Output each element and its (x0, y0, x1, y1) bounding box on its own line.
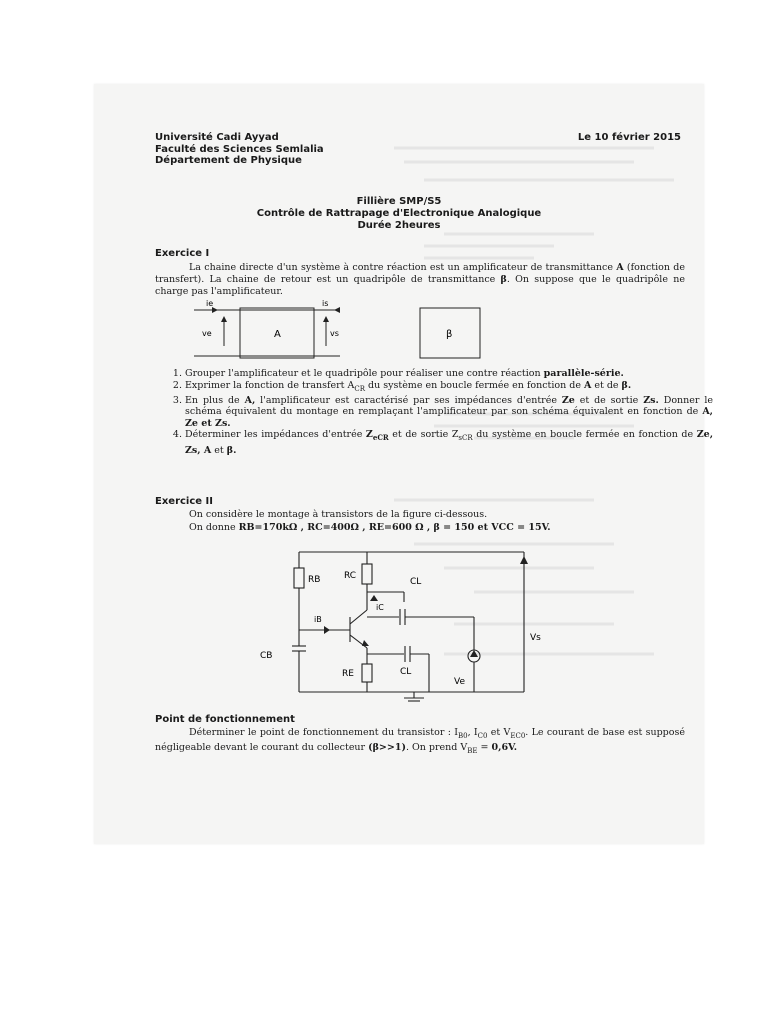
Ve-label: Ve (454, 677, 465, 687)
op-text-6: = (477, 741, 492, 753)
exam-title (94, 196, 704, 232)
exercise1-questions (155, 368, 713, 456)
op-BE: BE (467, 746, 478, 755)
ve-label: ve (202, 329, 212, 338)
operating-point-heading: Point de fonctionnement (155, 714, 295, 725)
question-2 (185, 380, 713, 395)
q2-text-2: du système en boucle fermée en fonction de (365, 379, 584, 391)
CL1-label: CL (410, 577, 422, 587)
intro-text-3: . On suppose que le quadripôle ne charge pas l'amplificateur. (155, 274, 685, 297)
A-label: A (274, 329, 281, 340)
university-name: Université Cadi Ayyad (155, 132, 279, 143)
ve-arrow (221, 316, 227, 322)
RB-label: RB (308, 575, 321, 585)
q4-sCR: sCR (458, 434, 473, 443)
institution-block (155, 132, 324, 167)
emitter-arrow (362, 640, 369, 646)
vs-arrow (323, 316, 329, 322)
title-controle: Contrôle de Rattrapage d'Electronique Analogique (256, 208, 542, 219)
transistor-circuit (254, 542, 554, 702)
q2-beta: β. (621, 379, 632, 391)
Vs-label: Vs (530, 633, 541, 643)
q4-text-3: du système en boucle fermée en fonction de (472, 429, 697, 441)
q2-text-3: et de (591, 379, 622, 391)
exercise1-heading: Exercice I (155, 248, 210, 259)
ic-arrow (370, 595, 378, 601)
q3-text-3: et de sortie (574, 394, 644, 406)
op-C0: C0 (477, 731, 488, 740)
q2-text-1: Exprimer la fonction de transfert A (185, 379, 355, 391)
line2-values: RB=170kΩ , RC=400Ω , RE=600 Ω , β = 150 et VCC = 15V. (238, 522, 551, 533)
q4-ZeZs: Ze, Zs, (185, 429, 714, 456)
q2-A: A (583, 379, 592, 391)
RE-label: RE (342, 669, 354, 679)
RC-label: RC (344, 571, 357, 581)
department-name: Département de Physique (155, 155, 302, 166)
intro-text-2: (fonction de transfert). La chaine de retour est un quadripôle de transmittance (155, 262, 685, 285)
q4-A: A (200, 444, 212, 456)
q3-A: A, (244, 394, 256, 406)
op-text-2: , I (467, 727, 478, 738)
exercise1-intro (155, 262, 685, 298)
title-filiere: Fillière SMP/S5 (356, 196, 442, 207)
op-vbe-value: 0,6V. (491, 741, 518, 753)
q4-text-2: et de sortie Z (388, 429, 459, 441)
q4-beta: β. (226, 444, 237, 456)
q3-Zs: Zs. (643, 394, 659, 406)
iC-label: iC (376, 603, 384, 612)
op-B0: B0 (457, 731, 468, 740)
op-EC0: EC0 (510, 731, 526, 740)
question-3 (185, 395, 713, 430)
q2-sub: CR (354, 384, 366, 393)
op-text-5: . On prend V (405, 741, 468, 753)
exercise2-heading: Exercice II (155, 496, 213, 507)
block-diagram (194, 299, 524, 362)
q3-text-1: En plus de (185, 394, 245, 406)
is-arrow (334, 307, 340, 313)
faculty-name: Faculté des Sciences Semlalia (155, 143, 324, 155)
title-duree: Durée 2heures (357, 220, 441, 231)
question-1 (185, 368, 713, 380)
intro-beta: β (500, 274, 507, 285)
question-4 (185, 429, 713, 456)
q4-Z: Z (365, 429, 373, 441)
ie-label: ie (206, 299, 214, 308)
exercise2-line2 (189, 522, 551, 534)
vs-arrow-head (520, 556, 528, 564)
is-label: is (322, 299, 329, 308)
op-text-4: . Le courant de base est supposé négligeable devant le courant du collecteur (155, 727, 685, 753)
q1-bold: parallèle-série. (543, 368, 624, 379)
beta-label: β (446, 329, 453, 340)
CB-label: CB (260, 651, 273, 661)
q4-text-1: Déterminer les impédances d'entrée (185, 429, 366, 441)
q4-Ze (365, 429, 389, 443)
q4-text-4: et (211, 444, 227, 456)
q3-params: A, Ze et Zs. (185, 406, 713, 429)
intro-A: A (616, 262, 624, 273)
q4-eCR: eCR (372, 433, 389, 443)
op-text-1: Déterminer le point de fonctionnement du transistor : I (189, 727, 458, 738)
op-text-3: et V (487, 727, 511, 738)
q3-text-2: l'amplificateur est caractérisé par ses impédances d'entrée (255, 394, 562, 406)
line2-prefix: On donne (189, 522, 239, 533)
q1-text: Grouper l'amplificateur et le quadripôle pour réaliser une contre réaction (185, 368, 544, 379)
intro-text-1: La chaine directe d'un système à contre réaction est un amplificateur de transmittance (189, 262, 617, 273)
operating-point-text (155, 727, 685, 757)
exam-page (94, 84, 714, 844)
exercise2-line1: On considère le montage à transistors de la figure ci-dessous. (189, 509, 488, 520)
vs-label: vs (330, 329, 339, 338)
q3-text-4: Donner le schéma équivalent du montage en remplaçant l'amplificateur par son schéma équivalent en fonction de (185, 394, 713, 418)
ib-arrow (324, 626, 330, 634)
iB-label: iB (314, 615, 322, 624)
op-beta: (β>>1) (368, 741, 406, 753)
exam-date: Le 10 février 2015 (577, 132, 681, 143)
q3-Ze: Ze (561, 394, 575, 406)
CL2-label: CL (400, 667, 412, 677)
